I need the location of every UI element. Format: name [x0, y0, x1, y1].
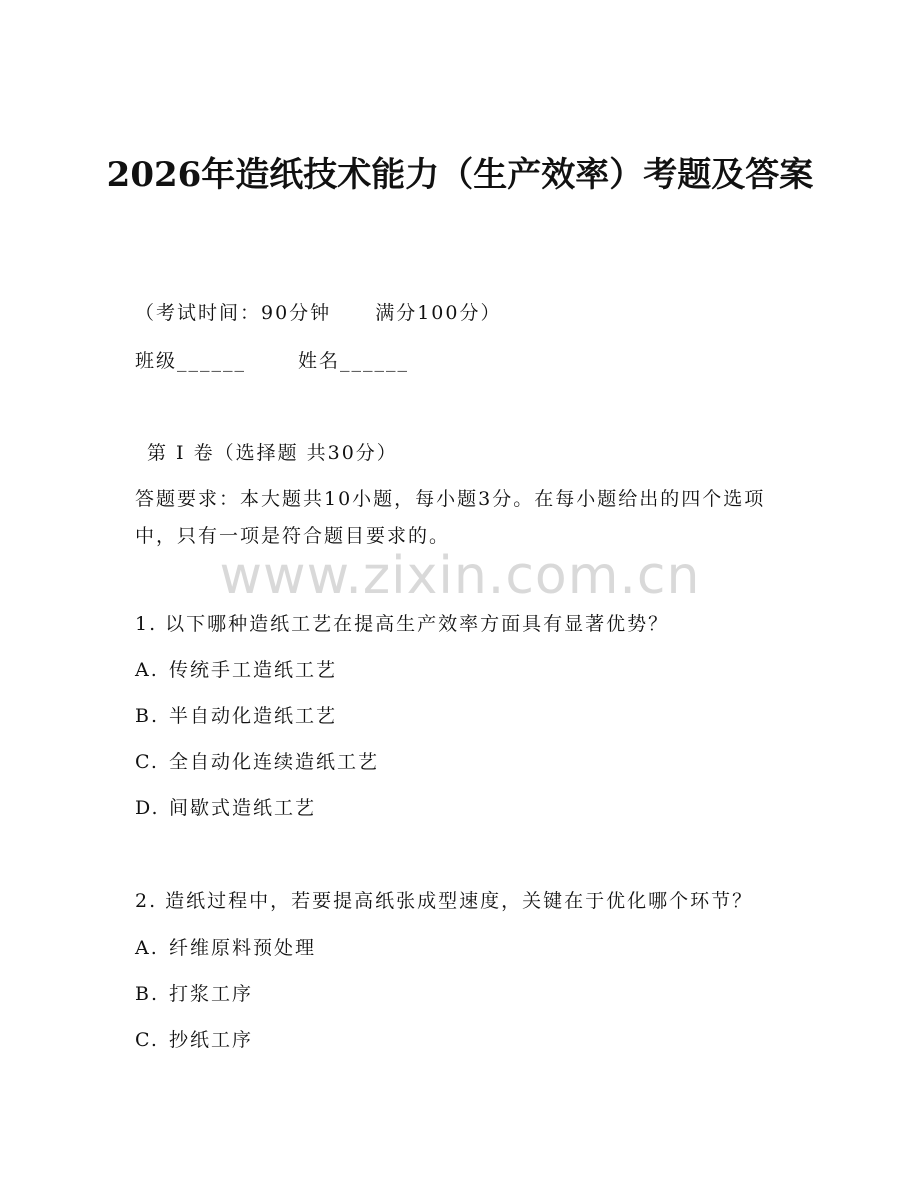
- option-letter: C.: [135, 1029, 159, 1051]
- option-text: 抄纸工序: [169, 1029, 254, 1051]
- option-letter: D.: [135, 797, 160, 819]
- question-1-option-d[interactable]: [135, 789, 316, 827]
- option-text: 间歇式造纸工艺: [169, 797, 317, 819]
- section-heading: 第 I 卷（选择题 共30分）: [147, 442, 398, 464]
- exam-info: [135, 294, 501, 332]
- option-letter: B.: [135, 983, 160, 1005]
- option-letter: C.: [135, 751, 159, 773]
- question-1-option-b[interactable]: [135, 697, 337, 735]
- exam-score: 满分100分）: [375, 302, 502, 324]
- question-2-option-a[interactable]: [135, 929, 316, 967]
- watermark: www.zixin.com.cn: [219, 546, 701, 606]
- question-2-option-b[interactable]: [135, 975, 253, 1013]
- option-text: 传统手工造纸工艺: [169, 659, 338, 681]
- question-1-option-a[interactable]: [135, 651, 337, 689]
- question-1-option-c[interactable]: [135, 743, 379, 781]
- exam-time: （考试时间：90分钟: [135, 302, 332, 324]
- option-letter: B.: [135, 705, 160, 727]
- option-text: 半自动化造纸工艺: [169, 705, 338, 727]
- page-title: 2026年造纸技术能力（生产效率）考题及答案: [106, 155, 814, 195]
- class-field[interactable]: 班级______: [135, 350, 247, 372]
- option-text: 纤维原料预处理: [169, 937, 317, 959]
- option-text: 全自动化连续造纸工艺: [169, 751, 380, 773]
- student-fields: [135, 342, 409, 380]
- section-instructions: 答题要求：本大题共10小题，每小题3分。在每小题给出的四个选项中，只有一项是符合题目要求的。: [135, 488, 766, 547]
- name-field[interactable]: 姓名______: [298, 350, 410, 372]
- question-1-stem: 1. 以下哪种造纸工艺在提高生产效率方面具有显著优势？: [135, 613, 670, 635]
- question-2-option-c[interactable]: [135, 1021, 253, 1059]
- option-letter: A.: [135, 937, 159, 959]
- option-letter: A.: [135, 659, 159, 681]
- option-text: 打浆工序: [169, 983, 254, 1005]
- question-2-stem: 2. 造纸过程中，若要提高纸张成型速度，关键在于优化哪个环节？: [135, 890, 754, 912]
